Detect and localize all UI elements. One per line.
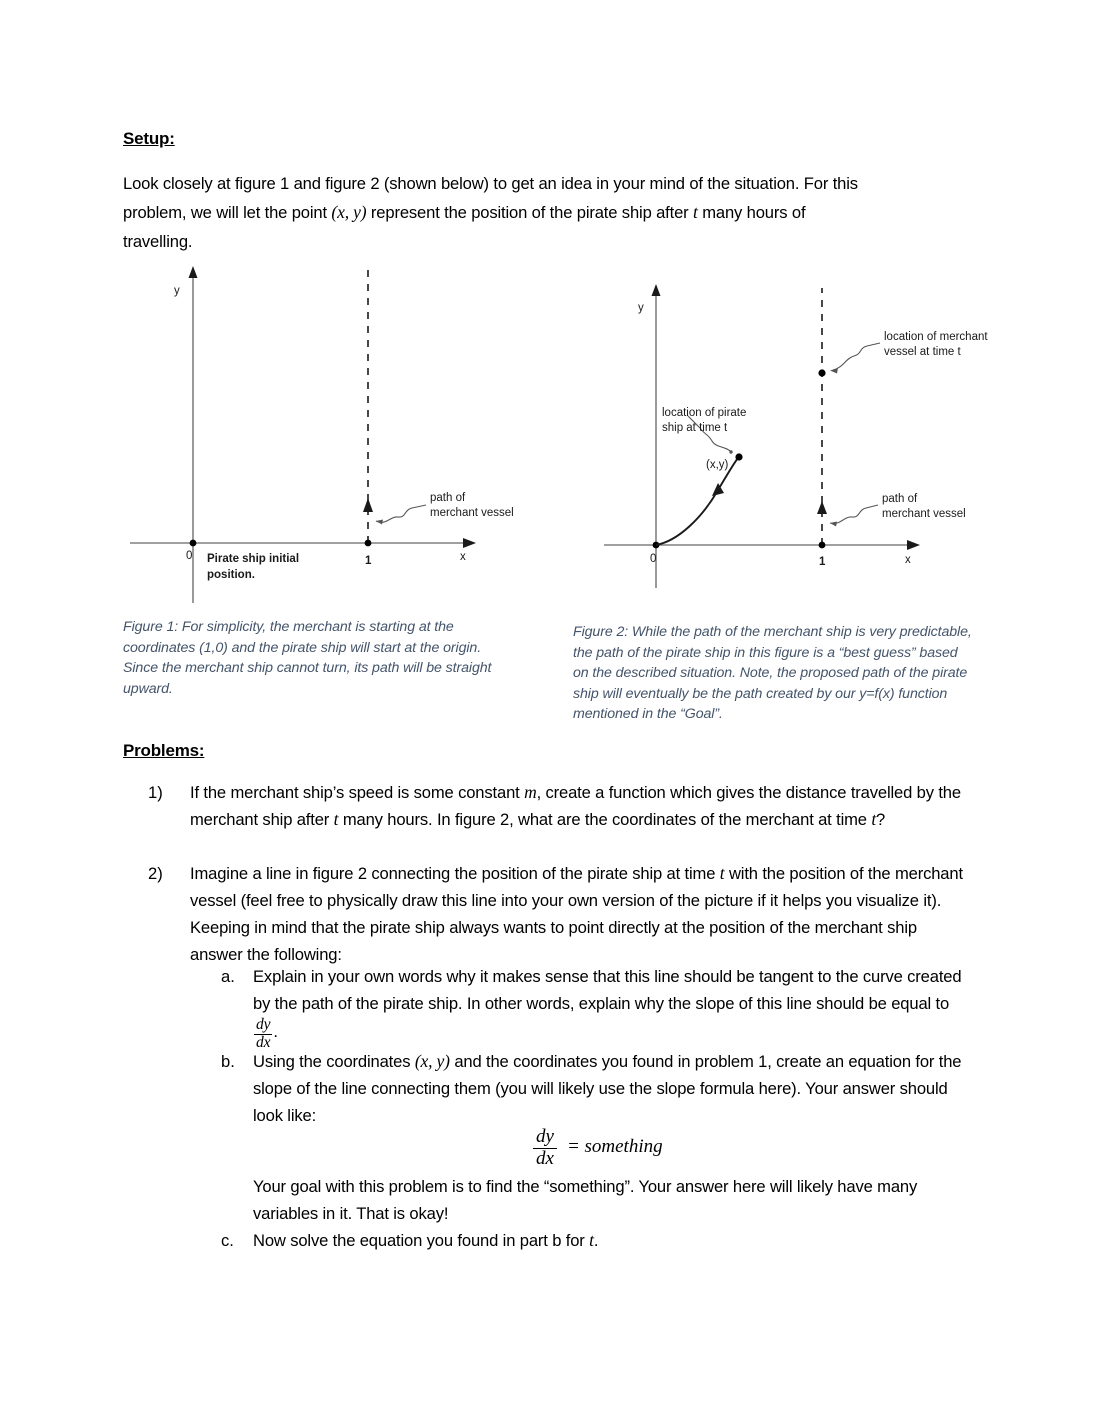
- figure2-point-one: [819, 542, 826, 549]
- figure2-annotation-path-line1: path of: [882, 493, 918, 505]
- problem-2a-text: [253, 963, 968, 1051]
- figure2-merchant-point: [818, 369, 825, 376]
- problem-2-text: [190, 860, 970, 968]
- figure2-path-annotation-arrowhead: [830, 522, 837, 527]
- figure1-x-label: x: [460, 551, 466, 563]
- problem-1-text-a: If the merchant ship’s speed is some constant: [190, 783, 525, 802]
- problem-2a-text-b: .: [273, 1022, 278, 1042]
- setup-line-2b: represent the position of the pirate ship after: [366, 203, 694, 222]
- problem-2-text-b: with the position of the merchant vessel (feel free to physically draw this line into your own version of the picture if it helps you visualize it). Keeping in mind that the pirate ship always wants to point directly at the position of the merchant ship answer the following:: [190, 864, 963, 964]
- figure-2: [600, 278, 1000, 588]
- problem-2-marker: 2): [148, 864, 163, 883]
- figure2-y-label: y: [638, 302, 644, 314]
- problem-2a-fraction-denominator: dx: [256, 1033, 271, 1051]
- figure1-y-axis-arrow: [189, 266, 198, 278]
- problem-2c-marker: c.: [221, 1231, 234, 1250]
- figure1-annotation-leader: [376, 505, 426, 522]
- problems-heading: Problems:: [123, 741, 205, 760]
- problem-2c-text-a: Now solve the equation you found in part b for: [253, 1231, 590, 1250]
- problem-1-text: [190, 779, 970, 833]
- problem-1-var-t1: t: [333, 809, 339, 829]
- figure2-pirate-point: [735, 453, 742, 460]
- problem-2c-var-t: t: [589, 1230, 594, 1250]
- setup-line-1: Look closely at figure 1 and figure 2 (shown below) to get an idea in your mind of the situation. For this: [123, 174, 858, 193]
- figure2-y-axis-arrow: [652, 284, 661, 296]
- problem-2b-marker: b.: [221, 1052, 235, 1071]
- problem-2b-text: [253, 1048, 968, 1129]
- problem-2a-marker: a.: [221, 967, 235, 986]
- problem-2c-text: [253, 1227, 968, 1254]
- problem-2a-text-a: Explain in your own words why it makes sense that this line should be tangent to the curve created by the path of the pirate ship. In other words, explain why the slope of this line should be equal to: [253, 967, 962, 1013]
- equation-fraction-numerator: dy: [536, 1126, 554, 1147]
- figure2-annotation-pirate-line2: ship at time t: [662, 422, 728, 434]
- figure1-x-axis-arrow: [463, 538, 476, 548]
- figure2-annotation-merchant-line2: vessel at time t: [884, 346, 961, 358]
- problem-2c-text-b: .: [593, 1231, 599, 1250]
- figure1-annotation-path-line2: merchant vessel: [430, 507, 514, 519]
- figure2-x-axis-arrow: [907, 540, 920, 550]
- setup-line-3: travelling.: [123, 232, 193, 251]
- problem-2-var-t: t: [719, 863, 725, 883]
- problem-1-text-c: many hours. In figure 2, what are the coordinates of the merchant at time: [338, 810, 872, 829]
- problem-2b-point-xy: (x, y): [414, 1051, 450, 1071]
- figure2-merchant-direction-arrow: [817, 501, 827, 514]
- figure1-point-one: [365, 540, 372, 547]
- setup-var-t: t: [693, 202, 698, 222]
- figure-2-svg: [600, 278, 1000, 588]
- figure2-x-label: x: [905, 554, 911, 566]
- problem-2b-display-equation: [531, 1127, 663, 1169]
- equation-fraction-denominator: dx: [533, 1148, 557, 1170]
- figure2-merchant-annotation-leader: [833, 343, 880, 370]
- figure1-annotation-path-line1: path of: [430, 492, 466, 504]
- problem-1-var-m: m: [524, 782, 537, 802]
- setup-paragraph: [123, 169, 973, 256]
- problem-2b-trailing-text: Your goal with this problem is to find the “something”. Your answer here will likely have many variables in it. That is okay!: [253, 1177, 918, 1223]
- figure2-tick-one: 1: [819, 556, 826, 568]
- figure1-origin-note-line1: Pirate ship initial: [207, 553, 300, 565]
- figure-1: [118, 258, 538, 603]
- figure2-path-annotation-leader: [830, 505, 878, 524]
- figure2-pirate-annotation-dot: [729, 450, 732, 453]
- setup-line-2a: problem, we will let the point: [123, 203, 332, 222]
- setup-heading: Setup:: [123, 129, 175, 148]
- problem-2b-text-a: Using the coordinates: [253, 1052, 415, 1071]
- figure-1-svg: [118, 258, 538, 603]
- problem-1-text-d: ?: [876, 810, 886, 829]
- figure2-annotation-merchant-line1: location of merchant: [884, 331, 988, 343]
- equation-fraction-dydx: [533, 1127, 557, 1169]
- figure2-tick-origin: 0: [650, 553, 657, 565]
- figure-2-caption: Figure 2: While the path of the merchant ship is very predictable, the path of the pirate ship in this figure is a “best guess” based on the described situation. Note, the proposed path of the pirate ship will eventually be the path created by our y=f(x) function mentioned in the “Goal”.: [573, 624, 972, 723]
- figure1-y-label: y: [174, 285, 180, 297]
- figure1-origin-note-line2: position.: [207, 569, 255, 581]
- equation-right-hand-side: = something: [566, 1135, 663, 1157]
- figure2-merchant-annotation-arrowhead: [830, 368, 838, 374]
- figure2-pirate-path-curve: [656, 458, 738, 545]
- figure-1-caption: Figure 1: For simplicity, the merchant is starting at the coordinates (1,0) and the pirate ship will start at the origin. Since the merchant ship cannot turn, its path will be straight upward.: [123, 619, 492, 697]
- problem-1-var-t2: t: [871, 809, 877, 829]
- problem-2b-text-b: and the coordinates you found in problem 1, create an equation for the slope of the line connecting them (you will likely use the slope formula here). Your answer should look like:: [253, 1052, 962, 1125]
- figure2-annotation-path-line2: merchant vessel: [882, 508, 966, 520]
- problem-2a-fraction-dydx: [254, 1017, 272, 1051]
- figure1-merchant-direction-arrow: [363, 498, 373, 512]
- problem-2-text-a: Imagine a line in figure 2 connecting the position of the pirate ship at time: [190, 864, 720, 883]
- problem-1-text-b: , create a function which gives the distance travelled by the merchant ship after: [190, 783, 961, 829]
- figure1-tick-origin: 0: [186, 550, 193, 562]
- problem-1-marker: 1): [148, 783, 163, 802]
- figure1-origin-point: [190, 540, 197, 547]
- figure1-tick-one: 1: [365, 555, 372, 567]
- problem-2a-fraction-numerator: dy: [256, 1016, 271, 1033]
- setup-point-xy: (x, y): [331, 202, 367, 222]
- figure2-annotation-pirate-line1: location of pirate: [662, 407, 747, 419]
- figure2-point-label-xy: (x,y): [706, 459, 729, 471]
- setup-line-2c: many hours of: [697, 203, 806, 222]
- figure2-pirate-direction-arrow: [712, 483, 724, 496]
